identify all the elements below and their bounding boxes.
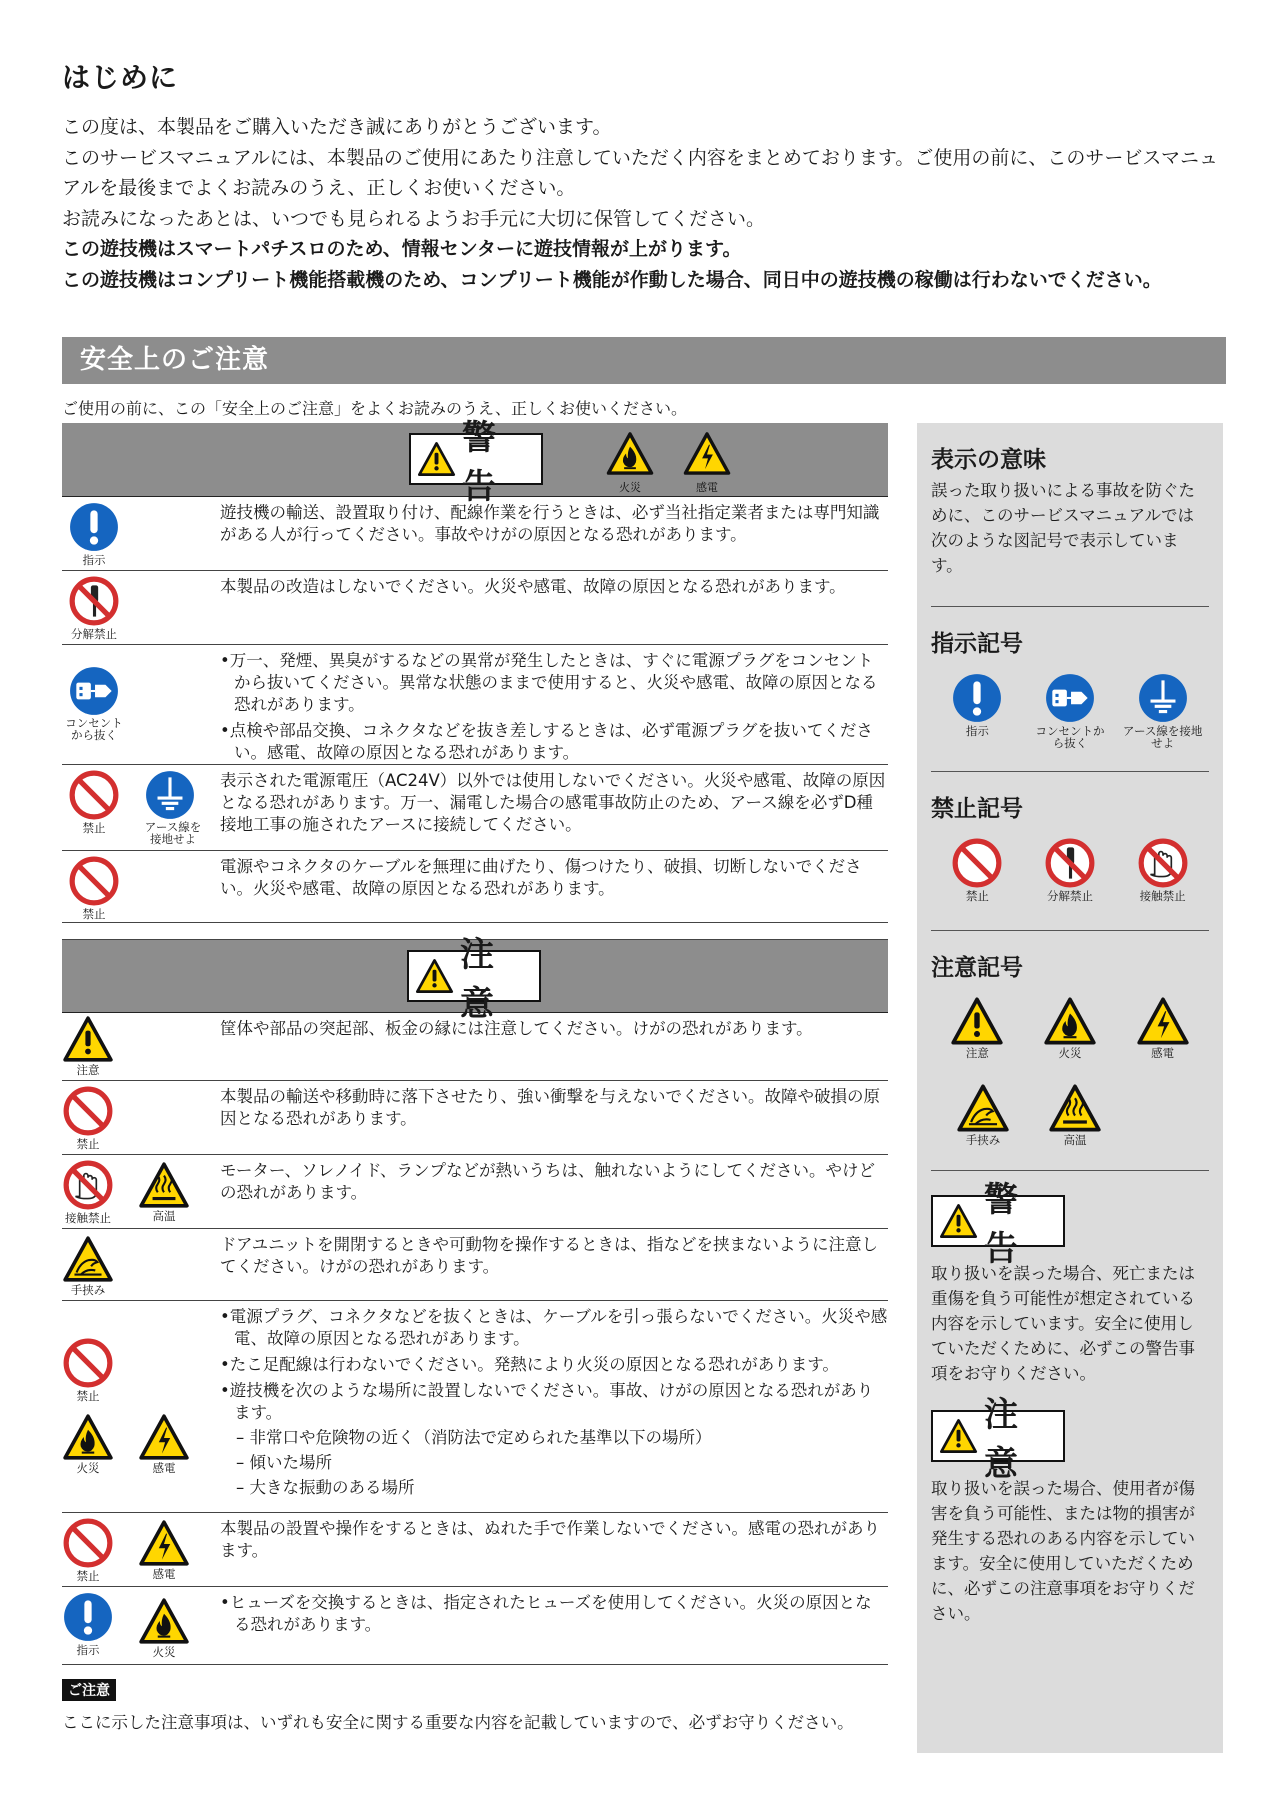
legend-panel <box>917 423 1223 1753</box>
caution-row-3 <box>62 1155 888 1229</box>
caution-row-6 <box>62 1513 888 1587</box>
mandatory-icon: 指示 <box>937 672 1017 749</box>
shock-icon: 感電 <box>134 1413 194 1474</box>
warning-row-4-text: 表示された電源電圧（AC24V）以外では使用しないでください。火災や感電、故障の原因となる恐れがあります。万一、漏電した場合の感電事故防止のため、アース線を必ずD種接地工事の施されたアースに接続してください。 <box>220 771 886 834</box>
caution-row-2 <box>62 1081 888 1155</box>
warning-row-2 <box>62 571 888 645</box>
intro-p4: この遊技機はスマートパチスロのため、情報センターに遊技情報が上がります。 <box>62 238 742 260</box>
intro-p2: このサービスマニュアルには、本製品のご使用にあたり注意していただく内容をまとめております。ご使用の前に、このサービスマニュアルを最後までよくお読みのうえ、正しくお使いください。 <box>62 146 1218 199</box>
prohibition-icons <box>931 837 1209 902</box>
earth-icon: アース線を接地せよ <box>1123 672 1203 749</box>
shock-icon: 感電 <box>1123 996 1203 1059</box>
caution-symbols-title: 注意記号 <box>931 955 1023 981</box>
no-touch-icon: 接触禁止 <box>58 1159 118 1224</box>
warning-row-1-text: 遊技機の輸送、設置取り付け、配線作業を行うときは、必ず当社指定業者または専門知識がある人が行ってください。事故やけがの原因となる恐れがあります。 <box>220 503 880 544</box>
unplug-icon: コンセントから抜く <box>1030 672 1110 749</box>
hot-surface-icon: 高温 <box>1035 1083 1115 1146</box>
section-title: 安全上のご注意 <box>80 345 270 375</box>
caution-row-6-text: 本製品の設置や操作をするときは、ぬれた手で作業しないでください。感電の恐れがあります。 <box>220 1519 880 1560</box>
caution-header <box>62 935 888 1024</box>
caution-icon <box>939 1201 978 1241</box>
pinch-icon: 手挟み <box>943 1083 1023 1146</box>
shock-icon: 感電 <box>134 1519 194 1580</box>
caution-icons-row-2 <box>931 1083 1209 1146</box>
mandatory-icons <box>931 672 1209 749</box>
safety-table <box>62 418 888 1665</box>
fire-icon <box>605 431 655 476</box>
hot-surface-icon: 高温 <box>134 1161 194 1222</box>
intro-title: はじめに <box>62 61 179 94</box>
mandatory-icon: 指示 <box>64 501 124 566</box>
caution-row-1 <box>62 1013 888 1081</box>
prohibition-icon: 禁止 <box>58 1337 118 1402</box>
caution-explanation: 取り扱いを誤った場合、使用者が傷害を負う可能性、または物的損害が発生する恐れのある内容を示しています。安全に使用していただくために、必ずこの注意事項をお守りください。 <box>931 1479 1195 1623</box>
caution-row-4 <box>62 1229 888 1301</box>
warning-label-box <box>409 418 543 507</box>
warning-row-3-text: •万一、発煙、異臭がするなどの異常が発生したときは、すぐに電源プラグをコンセントから抜いてください。異常な状態のままで使用すると、火災や感電、故障の原因となる恐れがあります。 •点検や部品交換、コネクタなどを抜き差しするときは、必ず電源プラグを抜いてください。感電、故障の原因となる恐れがあります。 <box>220 651 878 762</box>
caution-label-box <box>407 935 541 1024</box>
intro-p3: お読みになったあとは、いつでも見られるようお手元に大切に保管してください。 <box>62 207 766 230</box>
warning-label: 警告 <box>462 418 503 507</box>
caution-icons-row-1 <box>931 996 1209 1059</box>
caution-row-4-text: ドアユニットを開閉するときや可動物を操作するときは、指などを挟まないように注意してください。けがの恐れがあります。 <box>220 1235 879 1276</box>
shock-icon <box>682 431 732 476</box>
warning-row-1 <box>62 497 888 571</box>
section-subtitle: ご使用の前に、この「安全上のご注意」をよくお読みのうえ、正しくお使いください。 <box>62 399 687 418</box>
fire-icon: 火災 <box>134 1597 194 1658</box>
prohibition-icon: 禁止 <box>64 855 124 920</box>
caution-row-5-text: •電源プラグ、コネクタなどを抜くときは、ケーブルを引っ張らないでください。火災や感電、故障の原因となる恐れがあります。 •たこ足配線は行わないでください。発熱により火災の原因となる恐れがあります。 •遊技機を次のような場所に設置しないでください。事故、けがの原因となる恐れがあります。 – 非常口や危険物の近く（消防法で定められた基準以下の場所） – 傾いた場所 – 大きな振動のある場所 <box>220 1307 888 1497</box>
warning-explanation: 取り扱いを誤った場合、死亡または重傷を負う可能性が想定されている内容を示しています。安全に使用していただくために、必ずこの警告事項をお守りください。 <box>931 1264 1195 1383</box>
hazard-fire: 火災 <box>602 431 658 495</box>
intro-p5: この遊技機はコンプリート機能搭載機のため、コンプリート機能が作動した場合、同日中の遊技機の稼働は行わないでください。 <box>62 268 1162 291</box>
caution-row-2-text: 本製品の輸送や移動時に落下させたり、強い衝撃を与えないでください。故障や破損の原因となる恐れがあります。 <box>220 1087 880 1128</box>
sidebar-caution-label-box: 注意 <box>931 1410 1065 1462</box>
warning-row-4 <box>62 765 888 851</box>
pinch-icon: 手挟み <box>58 1235 118 1296</box>
caution-label: 注意 <box>460 935 501 1024</box>
disassembly-prohibited-icon: 分解禁止 <box>64 575 124 640</box>
fire-icon: 火災 <box>58 1413 118 1474</box>
hazard-shock: 感電 <box>679 431 735 495</box>
prohibition-icon: 禁止 <box>937 837 1017 902</box>
caution-row-5 <box>62 1301 888 1513</box>
caution-icon <box>417 439 456 479</box>
unplug-icon: コンセントから抜く <box>64 665 124 741</box>
prohibition-icon: 禁止 <box>64 769 124 834</box>
warning-row-5 <box>62 851 888 923</box>
mandatory-title: 指示記号 <box>931 631 1023 657</box>
caution-icon: 注意 <box>58 1015 118 1076</box>
caution-row-7 <box>62 1587 888 1665</box>
warning-row-5-text: 電源やコネクタのケーブルを無理に曲げたり、傷つけたり、破損、切断しないでください。火災や感電、故障の原因となる恐れがあります。 <box>220 857 862 898</box>
disassembly-prohibited-icon: 分解禁止 <box>1030 837 1110 902</box>
intro <box>62 56 1222 295</box>
warning-header <box>62 418 888 507</box>
caution-icon <box>939 1416 978 1456</box>
prohibition-icon: 禁止 <box>58 1085 118 1150</box>
warning-row-3 <box>62 645 888 765</box>
intro-p1: この度は、本製品をご購入いただき誠にありがとうございます。 <box>62 116 612 138</box>
caution-icon: 注意 <box>937 996 1017 1059</box>
prohibition-title: 禁止記号 <box>931 796 1023 822</box>
meaning-text: 誤った取り扱いによる事故を防ぐために、このサービスマニュアルでは次のような図記号で表示しています。 <box>931 481 1195 575</box>
mandatory-icon: 指示 <box>58 1591 118 1656</box>
sidebar-warning-label-box: 警告 <box>931 1195 1065 1247</box>
earth-icon: アース線を接地せよ <box>140 769 200 845</box>
note-text: ここに示した注意事項は、いずれも安全に関する重要な内容を記載していますので、必ずお守りください。 <box>62 1713 854 1732</box>
caution-row-1-text: 筐体や部品の突起部、板金の縁には注意してください。けがの恐れがあります。 <box>220 1019 813 1038</box>
meaning-title: 表示の意味 <box>931 447 1046 473</box>
fire-icon: 火災 <box>1030 996 1110 1059</box>
section-title-bar <box>62 337 1226 384</box>
caution-row-3-text: モーター、ソレノイド、ランプなどが熱いうちは、触れないようにしてください。やけどの恐れがあります。 <box>220 1161 876 1202</box>
note-tag: ご注意 <box>62 1679 116 1701</box>
no-touch-icon: 接触禁止 <box>1123 837 1203 902</box>
caution-icon <box>415 956 454 996</box>
caution-row-7-text: •ヒューズを交換するときは、指定されたヒューズを使用してください。火災の原因となる恐れがあります。 <box>220 1593 872 1634</box>
prohibition-icon: 禁止 <box>58 1517 118 1582</box>
warning-row-2-text: 本製品の改造はしないでください。火災や感電、故障の原因となる恐れがあります。 <box>220 577 846 596</box>
